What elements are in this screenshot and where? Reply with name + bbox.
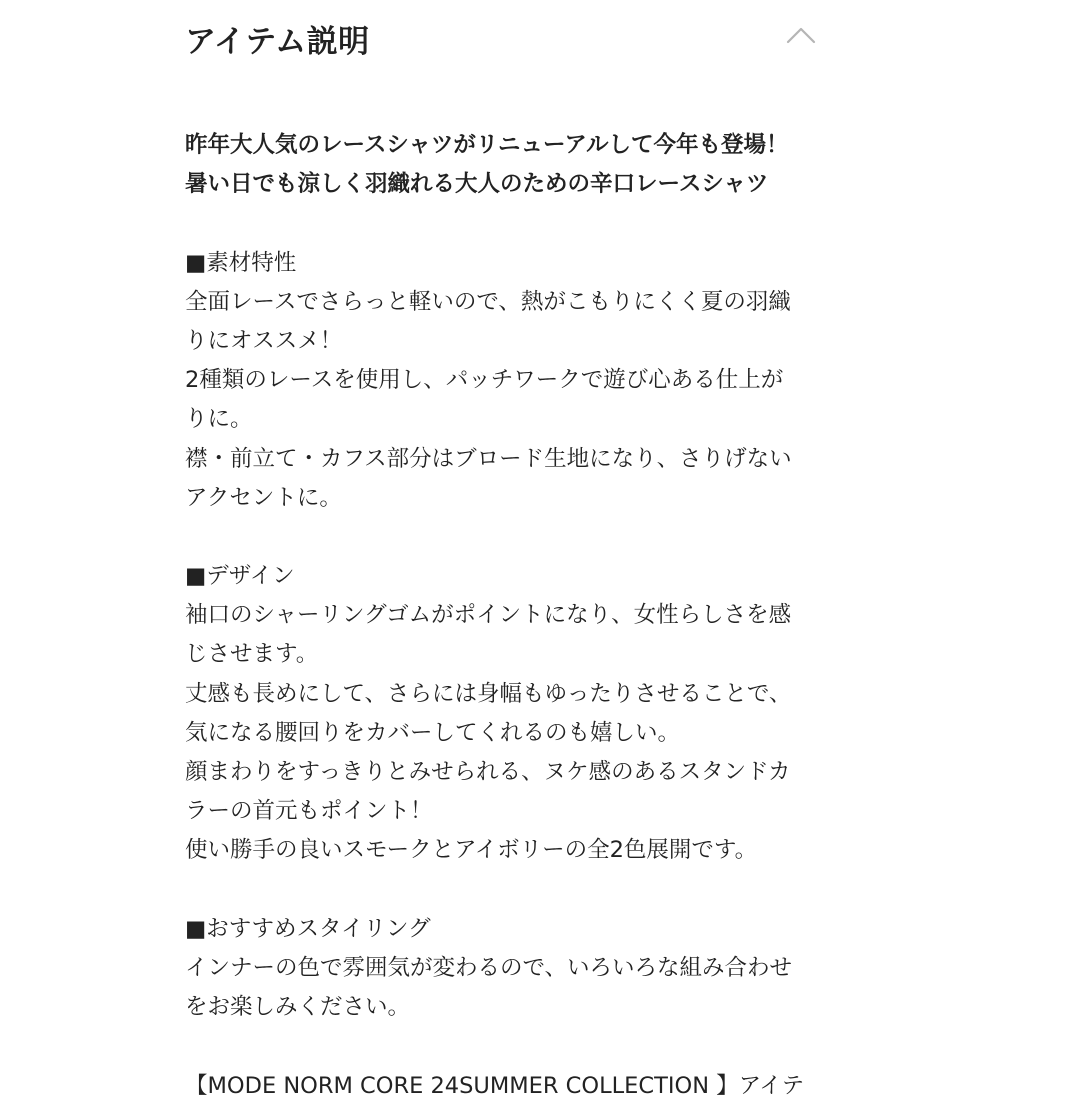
chevron-up-icon — [785, 20, 817, 52]
collapse-toggle-button[interactable] — [785, 20, 817, 52]
material-line: 2種類のレースを使用し、パッチワークで遊び心ある仕上が — [185, 367, 784, 394]
design-line: じさせます。 — [185, 641, 319, 668]
design-line: 袖口のシャーリングゴムがポイントになり、女性らしさを感 — [185, 602, 792, 629]
intro-line: 昨年大人気のレースシャツがリニューアルして今年も登場！ — [185, 132, 789, 158]
material-heading: ■素材特性 — [185, 249, 297, 276]
item-description-body — [185, 126, 825, 1106]
item-description-header[interactable] — [185, 14, 817, 62]
material-line: りにオススメ！ — [185, 327, 343, 354]
collection-line: 【MODE NORM CORE 24SUMMER COLLECTION 】アイテ — [185, 1072, 805, 1099]
material-line: アクセントに。 — [185, 484, 342, 511]
design-line: ラーの首元もポイント！ — [185, 798, 433, 825]
material-line: 襟・前立て・カフス部分はブロード生地になり、さりげない — [185, 445, 792, 472]
styling-heading: ■おすすめスタイリング — [185, 915, 431, 942]
material-line: りに。 — [185, 406, 253, 433]
design-line: 顔まわりをすっきりとみせられる、ヌケ感のあるスタンドカ — [185, 759, 791, 785]
design-line: 丈感も長めにして、さらには身幅もゆったりさせることで、 — [185, 680, 792, 707]
design-line: 使い勝手の良いスモークとアイボリーの全2色展開です。 — [185, 837, 758, 864]
styling-line: インナーの色で雰囲気が変わるので、いろいろな組み合わせ — [185, 954, 793, 981]
intro-line: 暑い日でも涼しく羽織れる大人のための辛口レースシャツ — [185, 171, 769, 198]
design-line: 気になる腰回りをカバーしてくれるのも嬉しい。 — [185, 719, 681, 746]
section-title: アイテム説明 — [185, 24, 370, 60]
design-heading: ■デザイン — [185, 563, 295, 590]
styling-line: をお楽しみください。 — [185, 994, 411, 1021]
material-line: 全面レースでさらっと軽いので、熱がこもりにくく夏の羽織 — [185, 288, 791, 315]
